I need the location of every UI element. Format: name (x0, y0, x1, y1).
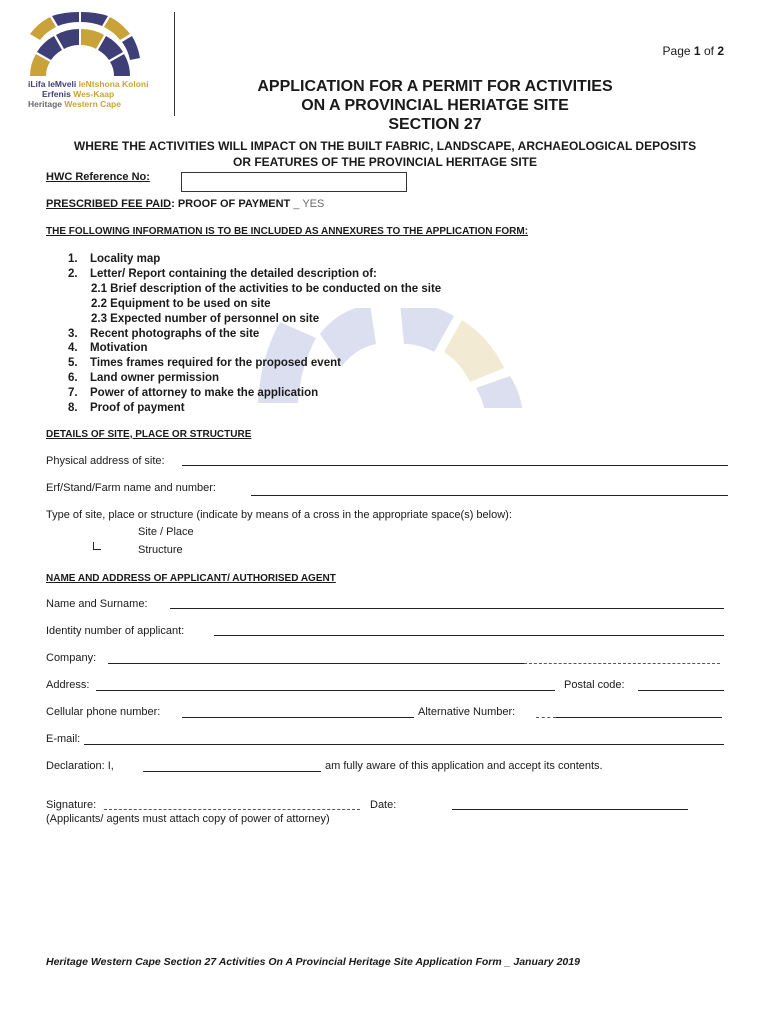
list-item: 2.3 Expected number of personnel on site (91, 312, 320, 325)
logo-line1-dark: iLifa leMveli (28, 79, 77, 89)
address-label: Address: (46, 679, 90, 691)
fee-yes[interactable]: _ YES (293, 198, 325, 210)
id-number-field[interactable] (214, 635, 724, 636)
physical-address-field[interactable] (182, 465, 728, 466)
postal-code-label: Postal code: (564, 679, 625, 691)
page-subtitle (0, 138, 770, 170)
date-field[interactable] (452, 809, 688, 810)
fee-proof: : PROOF OF PAYMENT (171, 198, 291, 210)
page-footer: Heritage Western Cape Section 27 Activities On A Provincial Heritage Site Application Form _ January 2019 (46, 956, 580, 968)
page-number (663, 44, 724, 58)
title-line1: APPLICATION FOR A PERMIT FOR ACTIVITIES (257, 78, 613, 95)
logo-line2-gold: Wes-Kaap (73, 89, 115, 99)
cellular-field[interactable] (182, 717, 414, 718)
list-item: 1. Locality map (68, 253, 161, 265)
declaration-prefix: Declaration: I, (46, 760, 114, 772)
hwc-reference-label: HWC Reference No: (46, 171, 150, 183)
declaration-name-field[interactable] (143, 771, 321, 772)
subtitle-line1: WHERE THE ACTIVITIES WILL IMPACT ON THE BUILT FABRIC, LANDSCAPE, ARCHAEOLOGICAL DEPOSITS (73, 139, 697, 153)
site-section-heading: DETAILS OF SITE, PLACE OR STRUCTURE (46, 429, 252, 440)
site-type-label: Type of site, place or structure (indicate by means of a cross in the appropriate space(s) below): (46, 509, 512, 521)
date-label: Date: (370, 799, 397, 811)
list-item: 2.2 Equipment to be used on site (91, 297, 271, 310)
page-of: of (703, 44, 714, 58)
company-field[interactable] (108, 663, 524, 664)
declaration-suffix: am fully aware of this application and accept its contents. (325, 760, 603, 772)
list-item: 2.1 Brief description of the activities to be conducted on the site (91, 282, 442, 295)
list-item: 3. Recent photographs of the site (68, 327, 260, 340)
erf-label: Erf/Stand/Farm name and number: (46, 482, 216, 494)
address-field[interactable] (96, 690, 555, 691)
annexures-heading: THE FOLLOWING INFORMATION IS TO BE INCLUDED AS ANNEXURES TO THE APPLICATION FORM: (46, 226, 529, 237)
erf-field[interactable] (251, 495, 728, 496)
name-label: Name and Surname: (46, 598, 148, 610)
email-label: E-mail: (46, 733, 81, 745)
postal-code-field[interactable] (638, 690, 724, 691)
list-item: 4. Motivation (68, 342, 148, 355)
site-place-option[interactable]: Site / Place (138, 526, 194, 538)
alternative-number-field[interactable] (556, 717, 722, 718)
logo-arc-icon (30, 12, 140, 76)
name-field[interactable] (170, 608, 724, 609)
attorney-note: (Applicants/ agents must attach copy of power of attorney) (46, 813, 330, 825)
fee-row (46, 198, 324, 210)
hwc-reference-field[interactable] (181, 172, 407, 192)
page-title (100, 77, 770, 134)
structure-option[interactable]: Structure (138, 544, 183, 556)
list-item: 5. Times frames required for the proposed event (68, 357, 341, 370)
logo-line3-dark: Heritage (28, 99, 63, 109)
list-item: 6. Land owner permission (68, 372, 220, 385)
page-label: Page (662, 44, 691, 58)
cellular-label: Cellular phone number: (46, 706, 161, 718)
applicant-section-heading: NAME AND ADDRESS OF APPLICANT/ AUTHORISED AGENT (46, 573, 336, 584)
physical-address-label: Physical address of site: (46, 455, 165, 467)
email-field[interactable] (84, 744, 724, 745)
company-field-continued[interactable] (524, 663, 720, 664)
company-label: Company: (46, 652, 97, 664)
page-total: 2 (717, 44, 724, 58)
logo-line2-dark: Erfenis (42, 89, 71, 99)
list-item: 2. Letter/ Report containing the detailed description of: (68, 267, 377, 280)
id-number-label: Identity number of applicant: (46, 625, 185, 637)
alternative-number-label: Alternative Number: (418, 706, 516, 718)
subtitle-line2: OR FEATURES OF THE PROVINCIAL HERITAGE SITE (232, 155, 538, 169)
list-item: 7. Power of attorney to make the application (68, 387, 319, 400)
alternative-number-prefix[interactable] (536, 717, 556, 718)
signature-field[interactable] (104, 809, 360, 810)
fee-label: PRESCRIBED FEE PAID (46, 198, 172, 210)
list-item: 8. Proof of payment (68, 402, 185, 415)
page-current: 1 (693, 44, 701, 58)
title-line2: ON A PROVINCIAL HERIATGE SITE (301, 97, 569, 114)
structure-checkbox[interactable] (93, 542, 101, 550)
logo-line1-gold: IeNtshona Koloni (78, 79, 149, 89)
title-line3: SECTION 27 (388, 116, 482, 133)
logo-line3-gold: Western Cape (64, 99, 121, 109)
signature-label: Signature: (46, 799, 97, 811)
annexure-list (68, 252, 441, 416)
